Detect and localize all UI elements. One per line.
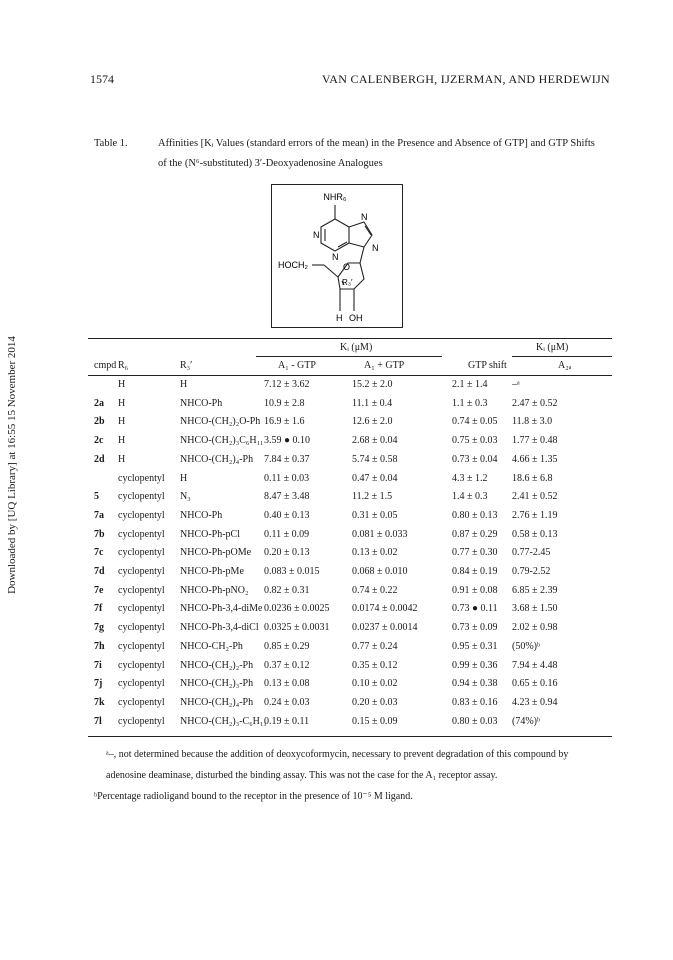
cell-gtp-shift: 0.84 ± 0.19 [452, 566, 498, 577]
cell-a1-minus-gtp: 0.82 ± 0.31 [264, 584, 310, 596]
cell-gtp-shift: 1.4 ± 0.3 [452, 491, 488, 503]
cell-a1-minus-gtp: 0.13 ± 0.08 [264, 678, 310, 690]
cell-gtp-shift: 0.74 ± 0.05 [452, 416, 498, 428]
cell-gtp-shift: 1.1 ± 0.3 [452, 397, 488, 409]
table-row [88, 641, 612, 657]
cell-a2a: –ᵃ [512, 379, 520, 390]
cell-r3: N₃ [180, 491, 191, 503]
cell-a2a: 11.8 ± 3.0 [512, 416, 553, 428]
col-header-gtp-shift: GTP shift [468, 360, 507, 371]
col-header-r6: R₆ [118, 360, 129, 371]
cell-r3: NHCO-Ph-pCl [180, 528, 241, 540]
cell-a1-plus-gtp: 5.74 ± 0.58 [352, 453, 398, 465]
cell-r3: NHCO-Ph-3,4-diCl [180, 622, 259, 634]
label-n9: N [372, 243, 379, 253]
table-row [88, 603, 612, 619]
cell-r3: NHCO-(CH₂)₄-Ph [180, 696, 254, 708]
col-header-a2a: A₂ₐ [558, 360, 572, 371]
download-watermark-text: Downloaded by [UQ Library] at 16:55 15 November 2014 [6, 336, 18, 594]
cell-a1-minus-gtp: 16.9 ± 1.6 [264, 416, 305, 428]
cell-gtp-shift: 0.77 ± 0.30 [452, 547, 498, 559]
cell-a1-minus-gtp: 8.47 ± 3.48 [264, 491, 310, 503]
table-row [88, 379, 612, 395]
table-row [88, 529, 612, 545]
cell-a2a: 2.41 ± 0.52 [512, 491, 558, 503]
label-r3: R₃′ [342, 278, 353, 287]
cell-a1-plus-gtp: 0.10 ± 0.02 [352, 678, 398, 690]
table-row [88, 566, 612, 582]
cell-r6: cyclopentyl [118, 584, 165, 596]
cell-cmpd: 7f [94, 603, 103, 615]
label-n1: N [313, 230, 320, 240]
cell-gtp-shift: 0.94 ± 0.38 [452, 678, 498, 690]
cell-r6: cyclopentyl [118, 603, 165, 615]
cell-a1-plus-gtp: 0.13 ± 0.02 [352, 547, 398, 559]
table-row [88, 398, 612, 414]
cell-a2a: 3.68 ± 1.50 [512, 603, 558, 615]
table-caption-text: Affinities [Kᵢ Values (standard errors of the mean) in the Presence and Absence of GTP] and GTP Shifts of the (N⁶-substituted) 3′-Deoxyadenosine Analogues [158, 138, 595, 169]
cell-r6: H [118, 453, 126, 465]
cell-r3: NHCO-Ph-pNO₂ [180, 584, 249, 596]
cell-a2a: 7.94 ± 4.48 [512, 659, 558, 671]
group-header-ki-a1: Kᵢ (μM) [340, 342, 373, 353]
cell-cmpd: 7i [94, 659, 102, 671]
cell-a1-minus-gtp: 3.59 ● 0.10 [264, 435, 311, 447]
table-label: Table 1. [94, 138, 128, 149]
cell-a2a: (50%)ᵇ [512, 640, 541, 652]
cell-gtp-shift: 0.99 ± 0.36 [452, 659, 498, 671]
cell-r3: H [180, 379, 188, 390]
cell-a1-plus-gtp: 0.20 ± 0.03 [352, 696, 398, 708]
label-oh: OH [349, 313, 363, 323]
group-header-ki-a2a: Kᵢ (μM) [536, 342, 569, 353]
cell-a1-minus-gtp: 7.12 ± 3.62 [264, 379, 310, 390]
cell-cmpd: 7l [94, 715, 102, 727]
group-rule-a2a [512, 356, 612, 357]
cell-r3: NHCO-Ph [180, 509, 223, 521]
cell-gtp-shift: 0.73 ± 0.09 [452, 622, 498, 634]
col-header-a1-minus-gtp: A₁ - GTP [278, 360, 316, 371]
cell-r6: cyclopentyl [118, 622, 165, 634]
cell-cmpd: 2b [94, 416, 105, 428]
cell-cmpd: 7c [94, 547, 104, 559]
cell-a1-minus-gtp: 0.24 ± 0.03 [264, 696, 310, 708]
col-header-r3: R₃′ [180, 360, 193, 371]
table-row [88, 416, 612, 432]
cell-a1-minus-gtp: 0.40 ± 0.13 [264, 509, 310, 521]
running-head-authors: VAN CALENBERGH, IJZERMAN, AND HERDEWIJN [321, 72, 610, 86]
cell-cmpd: 2d [94, 453, 105, 465]
cell-gtp-shift: 0.75 ± 0.03 [452, 435, 498, 447]
cell-a2a: 4.66 ± 1.35 [512, 453, 558, 465]
page-number: 1574 [90, 72, 114, 86]
cell-gtp-shift: 0.95 ± 0.31 [452, 640, 498, 652]
table-row [88, 454, 612, 470]
label-ring-oxygen: O [343, 262, 351, 272]
table-row [88, 678, 612, 694]
cell-cmpd: 7d [94, 566, 105, 577]
cell-a1-plus-gtp: 0.0237 ± 0.0014 [352, 622, 418, 634]
cell-a1-minus-gtp: 0.20 ± 0.13 [264, 547, 310, 559]
cell-a1-plus-gtp: 0.15 ± 0.09 [352, 715, 398, 727]
cell-r3: NHCO-(CH₂)₂O-Ph [180, 416, 261, 428]
cell-a2a: 0.79-2.52 [512, 566, 551, 577]
table-row [88, 473, 612, 489]
footnote-a: ᵃ–, not determined because the addition of deoxycoformycin, necessary to prevent degradation of this compound by adenosine deaminase, disturbed the binding assay. This was not the case for the A₁ receptor assay. [106, 749, 569, 781]
cell-r6: cyclopentyl [118, 491, 165, 503]
label-nhr6: NHR₆ [323, 192, 347, 202]
cell-cmpd: 5 [94, 491, 99, 503]
label-n7: N [361, 212, 368, 222]
table-row [88, 510, 612, 526]
cell-a1-minus-gtp: 10.9 ± 2.8 [264, 397, 305, 409]
cell-cmpd: 2a [94, 397, 104, 409]
col-header-cmpd: cmpd [94, 360, 117, 371]
cell-r6: H [118, 379, 126, 390]
cell-r3: NHCO-Ph-pOMe [180, 547, 252, 559]
cell-a1-plus-gtp: 0.068 ± 0.010 [352, 566, 408, 577]
cell-r6: cyclopentyl [118, 715, 165, 727]
cell-cmpd: 7e [94, 584, 104, 596]
cell-r6: cyclopentyl [118, 509, 165, 521]
cell-r6: cyclopentyl [118, 659, 165, 671]
cell-a1-minus-gtp: 7.84 ± 0.37 [264, 453, 310, 465]
cell-r6: cyclopentyl [118, 566, 165, 577]
cell-a2a: (74%)ᵇ [512, 715, 541, 727]
cell-a1-plus-gtp: 12.6 ± 2.0 [352, 416, 393, 428]
cell-r3: NHCO-Ph-3,4-diMe [180, 603, 263, 615]
table-row [88, 491, 612, 507]
cell-a1-plus-gtp: 0.0174 ± 0.0042 [352, 603, 418, 615]
col-header-a1-plus-gtp: A₁ + GTP [364, 360, 405, 371]
cell-r3: NHCO-CH₂-Ph [180, 640, 243, 652]
cell-cmpd: 7b [94, 528, 105, 540]
cell-a1-minus-gtp: 0.0325 ± 0.0031 [264, 622, 330, 634]
cell-r6: H [118, 416, 126, 428]
table-row [88, 435, 612, 451]
group-rule-a1 [256, 356, 442, 357]
cell-r3: NHCO-(CH₂)₃C₆H₁₁ [180, 435, 264, 447]
cell-a1-minus-gtp: 0.11 ± 0.09 [264, 528, 310, 540]
cell-gtp-shift: 4.3 ± 1.2 [452, 472, 488, 484]
cell-a1-plus-gtp: 0.47 ± 0.04 [352, 472, 398, 484]
cell-a1-minus-gtp: 0.11 ± 0.03 [264, 472, 310, 484]
cell-a2a: 2.76 ± 1.19 [512, 509, 558, 521]
table-row [88, 585, 612, 601]
cell-a1-minus-gtp: 0.0236 ± 0.0025 [264, 603, 330, 615]
table-footnotes [94, 744, 606, 807]
cell-a1-minus-gtp: 0.083 ± 0.015 [264, 566, 320, 577]
cell-r3: NHCO-(CH₂)₄-Ph [180, 453, 254, 465]
cell-a2a: 6.85 ± 2.39 [512, 584, 558, 596]
cell-r6: cyclopentyl [118, 472, 165, 484]
cell-gtp-shift: 0.83 ± 0.16 [452, 696, 498, 708]
table-row [88, 547, 612, 563]
table-row [88, 716, 612, 732]
cell-r3: NHCO-Ph [180, 397, 223, 409]
table-header-rule [88, 375, 612, 376]
cell-a1-plus-gtp: 0.31 ± 0.05 [352, 509, 398, 521]
cell-r6: cyclopentyl [118, 528, 165, 540]
cell-r6: cyclopentyl [118, 696, 165, 708]
cell-a1-minus-gtp: 0.85 ± 0.29 [264, 640, 310, 652]
cell-cmpd: 2c [94, 435, 104, 447]
label-h: H [336, 313, 343, 323]
label-n3: N [332, 252, 339, 262]
cell-cmpd: 7k [94, 696, 105, 708]
cell-r6: cyclopentyl [118, 547, 165, 559]
cell-gtp-shift: 0.73 ● 0.11 [452, 603, 498, 615]
cell-a1-plus-gtp: 0.081 ± 0.033 [352, 528, 408, 540]
cell-r3: H [180, 472, 188, 484]
cell-gtp-shift: 0.80 ± 0.03 [452, 715, 498, 727]
table-row [88, 660, 612, 676]
cell-a1-plus-gtp: 11.1 ± 0.4 [352, 397, 393, 409]
running-header [90, 72, 610, 88]
cell-a1-plus-gtp: 15.2 ± 2.0 [352, 379, 393, 390]
cell-r6: H [118, 435, 126, 447]
cell-a2a: 2.02 ± 0.98 [512, 622, 558, 634]
cell-a1-minus-gtp: 0.19 ± 0.11 [264, 715, 310, 727]
cell-a2a: 1.77 ± 0.48 [512, 435, 558, 447]
cell-cmpd: 7g [94, 622, 104, 634]
cell-cmpd: 7j [94, 678, 103, 690]
cell-a1-plus-gtp: 2.68 ± 0.04 [352, 435, 398, 447]
cell-gtp-shift: 0.91 ± 0.08 [452, 584, 498, 596]
footnote-b: ᵇPercentage radioligand bound to the receptor in the presence of 10⁻⁵ M ligand. [94, 791, 413, 802]
cell-a1-minus-gtp: 0.37 ± 0.12 [264, 659, 310, 671]
cell-a1-plus-gtp: 11.2 ± 1.5 [352, 491, 393, 503]
cell-a1-plus-gtp: 0.35 ± 0.12 [352, 659, 398, 671]
cell-r3: NHCO-(CH₂)₃-Ph [180, 678, 254, 690]
table-row [88, 697, 612, 713]
cell-gtp-shift: 0.87 ± 0.29 [452, 528, 498, 540]
table-top-rule [88, 338, 612, 339]
chemical-structure [271, 184, 403, 328]
cell-gtp-shift: 2.1 ± 1.4 [452, 379, 488, 390]
cell-cmpd: 7h [94, 640, 105, 652]
cell-a2a: 18.6 ± 6.8 [512, 472, 553, 484]
cell-a2a: 2.47 ± 0.52 [512, 397, 558, 409]
cell-r6: H [118, 397, 126, 409]
download-watermark [6, 325, 20, 605]
cell-r6: cyclopentyl [118, 640, 165, 652]
cell-cmpd: 7a [94, 509, 104, 521]
cell-r3: NHCO-(CH₂)₃-C₆H₁₁ [180, 715, 267, 727]
cell-r3: NHCO-(CH₂)₂-Ph [180, 659, 254, 671]
table-row [88, 622, 612, 638]
cell-gtp-shift: 0.73 ± 0.04 [452, 453, 498, 465]
cell-gtp-shift: 0.80 ± 0.13 [452, 509, 498, 521]
cell-a1-plus-gtp: 0.74 ± 0.22 [352, 584, 398, 596]
cell-r6: cyclopentyl [118, 678, 165, 690]
label-hoch2: HOCH₂ [278, 260, 308, 270]
cell-a1-plus-gtp: 0.77 ± 0.24 [352, 640, 398, 652]
cell-a2a: 0.65 ± 0.16 [512, 678, 558, 690]
cell-a2a: 0.77-2.45 [512, 547, 551, 559]
cell-r3: NHCO-Ph-pMe [180, 566, 244, 577]
table-bottom-rule [88, 736, 612, 737]
cell-a2a: 4.23 ± 0.94 [512, 696, 558, 708]
structure-drawing [272, 185, 402, 327]
cell-a2a: 0.58 ± 0.13 [512, 528, 558, 540]
